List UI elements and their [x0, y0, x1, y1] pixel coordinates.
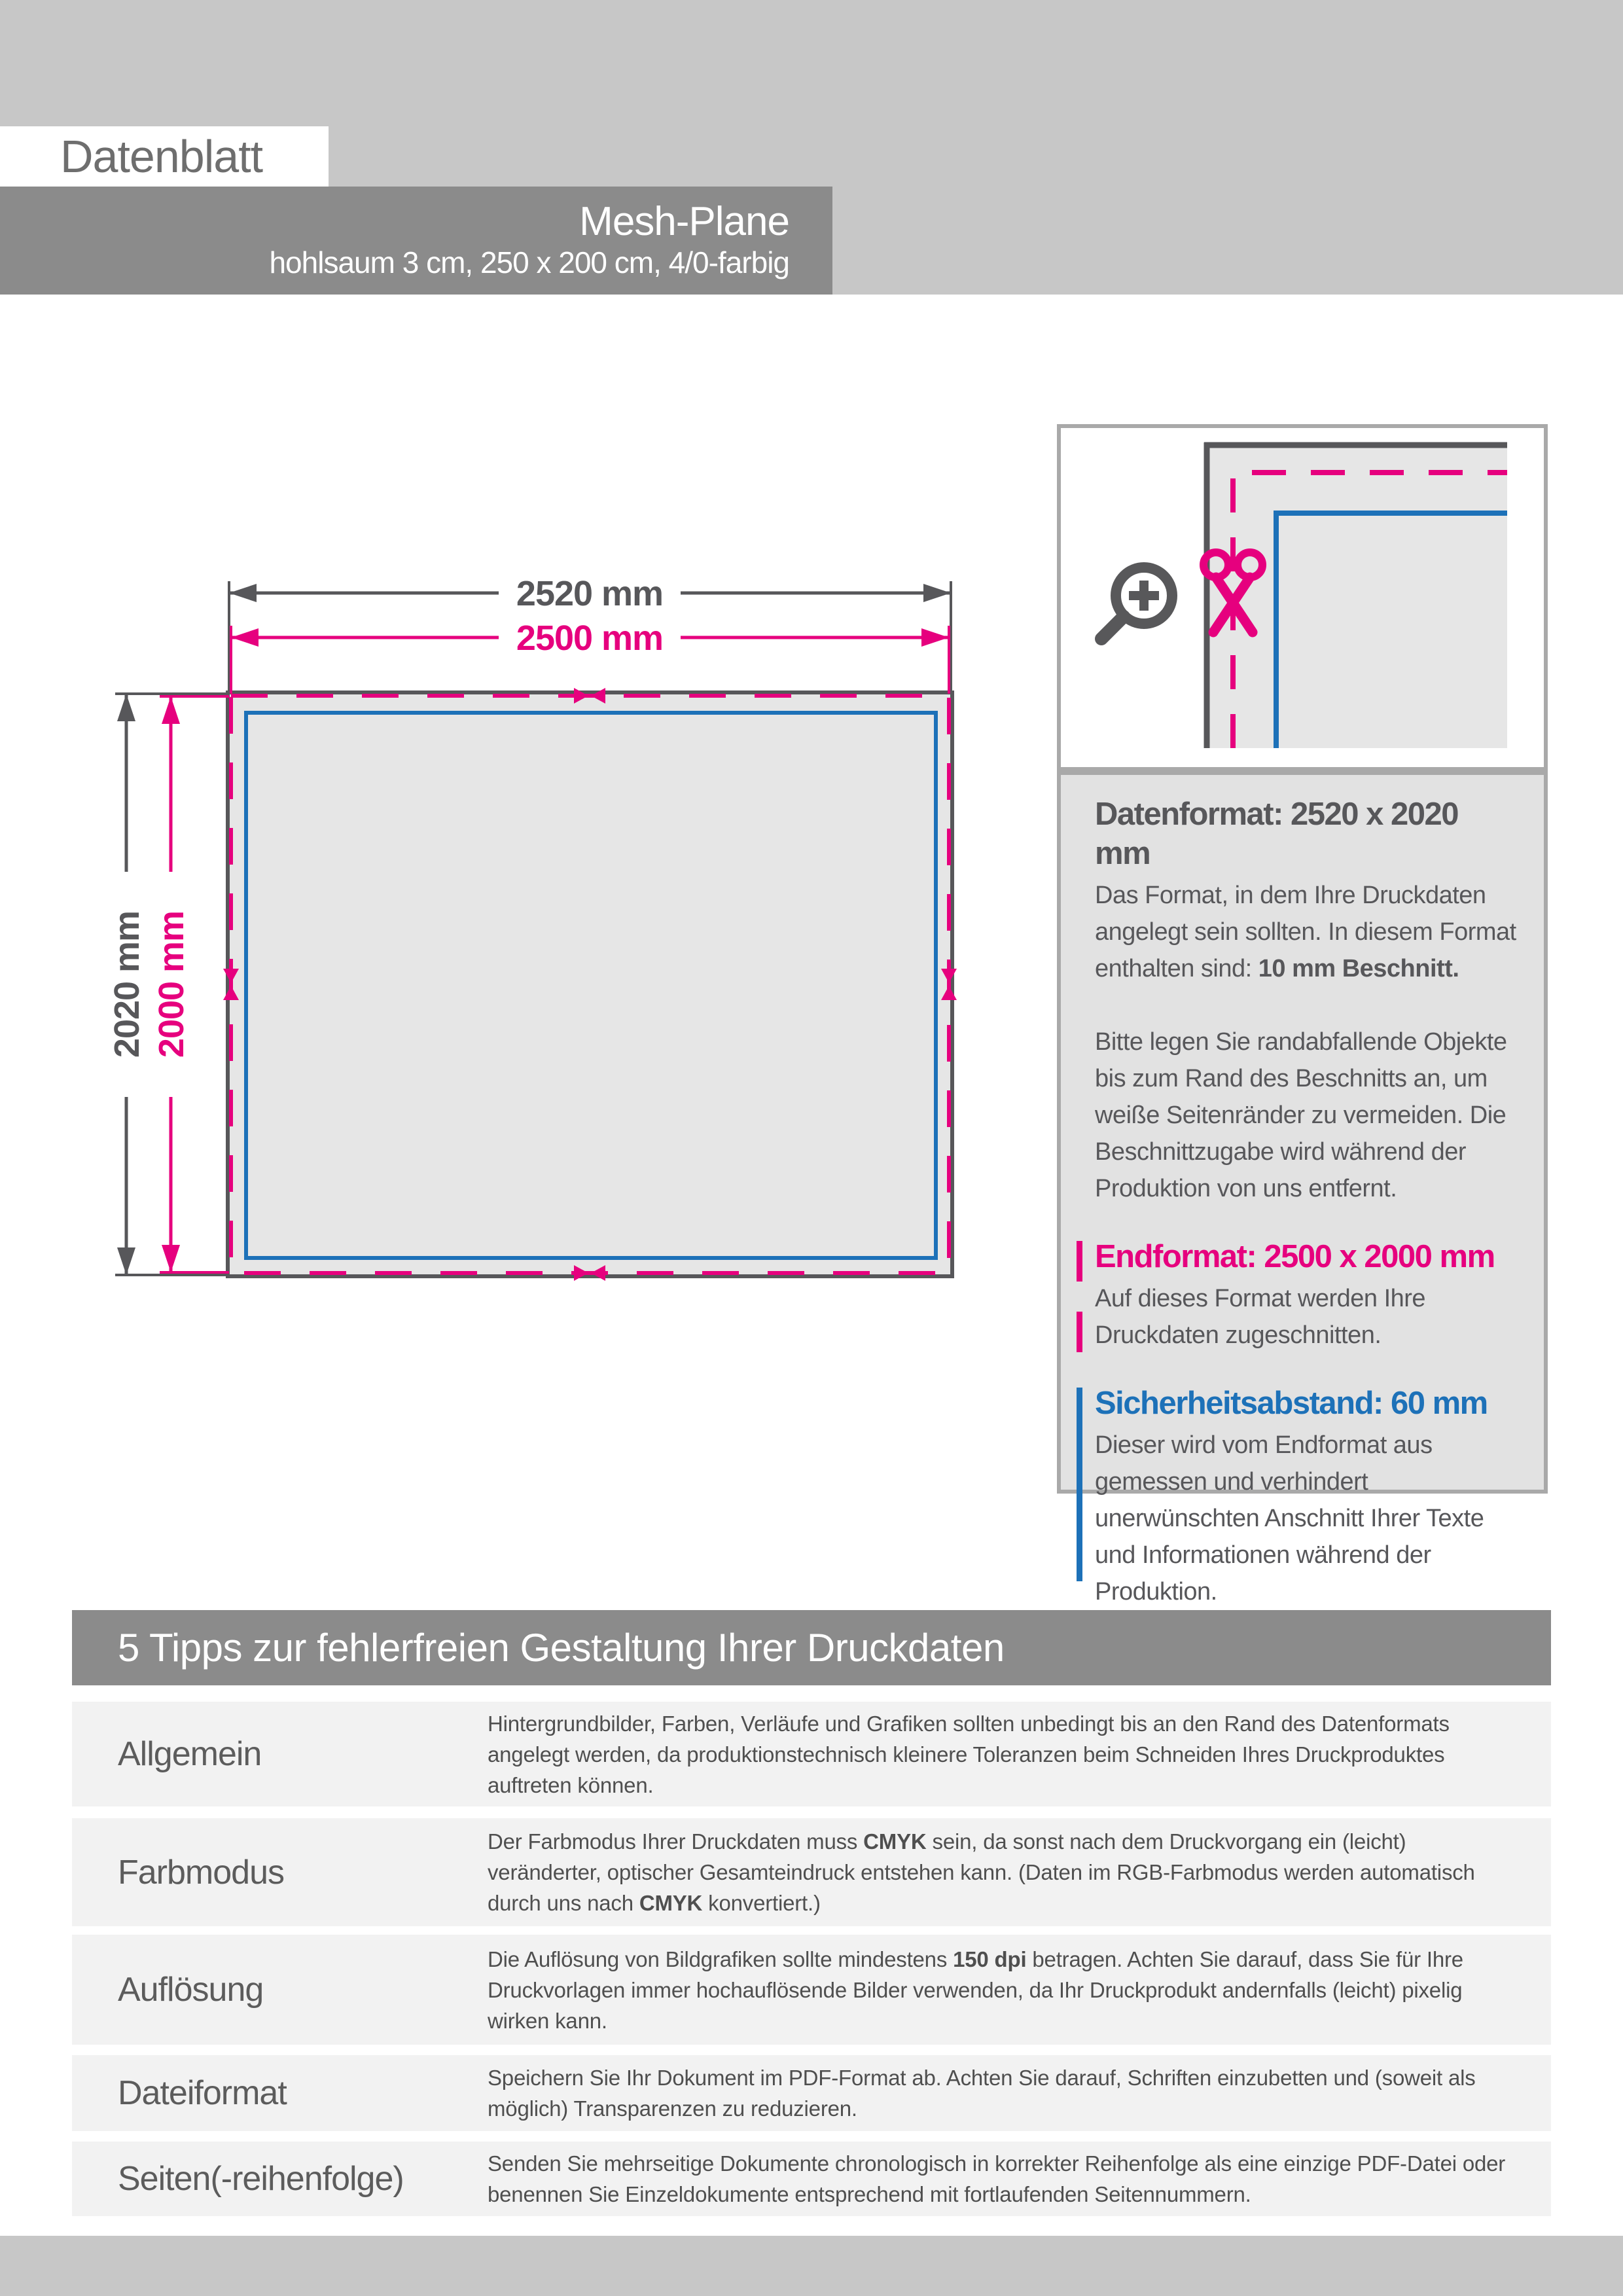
- tip-text-part: betragen. Achten Sie darauf, dass Sie für Ihre Druckvorlagen immer hochauflösende Bilder verwenden, da Ihr Druckprodukt andernfalls (leicht) pixelig wirken kann.: [488, 1946, 1463, 2033]
- tips-rows: [72, 1702, 1551, 2216]
- tips-section: [72, 1610, 1551, 2216]
- tip-row: [72, 1702, 1551, 1806]
- tip-row-text: [488, 1826, 1551, 1918]
- cut-line-mid-ticks: [223, 688, 957, 1281]
- magenta-extension-lines: [160, 626, 949, 1272]
- dim-width-final: [231, 619, 949, 658]
- sicherheitsabstand-heading: Sicherheitsabstand: 60 mm: [1095, 1386, 1488, 1421]
- tip-row: [72, 1818, 1551, 1926]
- sicherheitsabstand-body: Dieser wird vom Endformat aus gemessen und verhindert unerwünschten Anschnitt Ihrer Texte und Informationen während der Produktion.: [1095, 1431, 1484, 1605]
- tip-row-text: [488, 1944, 1551, 2036]
- tip-text-part: konvertiert.): [702, 1891, 821, 1915]
- sicherheitsabstand-bar: [1077, 1388, 1082, 1581]
- datenformat-body-2: Bitte legen Sie randabfallende Objekte bis zum Rand des Beschnitts an, um weiße Seitenränder zu vermeiden. Die Beschnittzugabe wird während der Produktion von uns entfernt.: [1095, 1028, 1507, 1202]
- magnifier-plus-icon: [1101, 567, 1172, 639]
- product-title-bar: [0, 187, 832, 295]
- dim-width-outer: [229, 574, 951, 613]
- product-subtitle: hohlsaum 3 cm, 250 x 200 cm, 4/0-farbig: [269, 245, 789, 279]
- endformat-cut-bar: [1077, 1241, 1082, 1354]
- tip-row-text: [488, 2148, 1551, 2210]
- tip-row: [72, 1935, 1551, 2045]
- datenformat-body-1-bold: 10 mm Beschnitt.: [1258, 955, 1459, 982]
- tip-text-part: Hintergrundbilder, Farben, Verläufe und Grafiken sollten unbedingt bis an den Rand des Datenformats angelegt werden, da produktionstechnisch kleinere Toleranzen beim Schneiden Ihres Druckproduktes auftreten können.: [488, 1711, 1450, 1797]
- sicherheitsabstand-block: [1095, 1384, 1520, 1610]
- datenformat-rect: [228, 692, 952, 1276]
- tip-text-part: Der Farbmodus Ihrer Druckdaten muss: [488, 1829, 864, 1854]
- tips-title-bar: [72, 1610, 1551, 1685]
- tip-row-label: Dateiformat: [118, 2074, 287, 2112]
- tip-row-text: [488, 1708, 1551, 1801]
- tip-row-label: Auflösung: [118, 1971, 264, 2009]
- dim-height-final-label: 2000 mm: [151, 910, 191, 1058]
- datenformat-heading: Datenformat: 2520 x 2020 mm: [1095, 797, 1459, 871]
- tip-row-label: Allgemein: [118, 1735, 262, 1773]
- tips-title: 5 Tipps zur fehlerfreien Gestaltung Ihrer Druckdaten: [118, 1626, 1005, 1670]
- datenformat-body-1: [1095, 877, 1520, 987]
- page-label-box: [0, 126, 329, 187]
- tip-row-label: Farbmodus: [118, 1853, 284, 1892]
- endformat-block: [1095, 1237, 1520, 1354]
- tip-text-bold: 150 dpi: [953, 1946, 1027, 1971]
- format-info-panel: [1057, 771, 1548, 1605]
- bottom-gray-band: [0, 2236, 1623, 2296]
- page-label: Datenblatt: [60, 131, 263, 182]
- dim-height-outer-label: 2020 mm: [107, 910, 147, 1058]
- endformat-heading: Endformat: 2500 x 2000 mm: [1095, 1239, 1495, 1274]
- zoom-fill: [1207, 445, 1507, 748]
- tip-text-part: Die Auflösung von Bildgrafiken sollte mindestens: [488, 1946, 954, 1971]
- datenformat-block: [1095, 795, 1520, 1207]
- corner-zoom-drawing: [1061, 428, 1544, 767]
- tip-row: [72, 2055, 1551, 2131]
- dim-width-outer-label: 2520 mm: [516, 573, 664, 613]
- corner-zoom-box: [1057, 424, 1548, 771]
- tip-row-label: Seiten(-reihenfolge): [118, 2160, 404, 2198]
- gray-extension-lines: [115, 581, 951, 1275]
- dim-height-final: [152, 696, 191, 1272]
- datenformat-body-1-text: Das Format, in dem Ihre Druckdaten angelegt sein sollten. In diesem Format enthalten sind:: [1095, 882, 1516, 982]
- product-title: Mesh-Plane: [579, 198, 789, 244]
- tip-text-bold: CMYK: [639, 1891, 703, 1915]
- tip-text-bold: CMYK: [863, 1829, 927, 1854]
- tip-text-part: Senden Sie mehrseitige Dokumente chronologisch in korrekter Reihenfolge als eine einzige PDF-Datei oder benennen Sie Einzeldokumente entsprechend mit fortlaufenden Seitennummern.: [488, 2151, 1506, 2206]
- safety-margin-rect: [246, 713, 936, 1258]
- dim-width-final-label: 2500 mm: [516, 618, 664, 658]
- tip-text-part: Speichern Sie Ihr Dokument im PDF-Format ab. Achten Sie darauf, Schriften einzubetten und (soweit als möglich) Transparenzen zu reduzieren.: [488, 2066, 1476, 2121]
- tip-row-text: [488, 2062, 1551, 2124]
- tip-text-part: sein, da sonst nach dem Druckvorgang ein (leicht) veränderter, optischer Gesamteindruck entstehen kann. (Daten im RGB-Farbmodus werden automatisch durch uns nach: [488, 1829, 1475, 1915]
- endformat-body: Auf dieses Format werden Ihre Druckdaten zugeschnitten.: [1095, 1285, 1426, 1349]
- endformat-cut-line: [231, 696, 949, 1273]
- tip-row: [72, 2142, 1551, 2216]
- dim-height-outer: [107, 694, 147, 1275]
